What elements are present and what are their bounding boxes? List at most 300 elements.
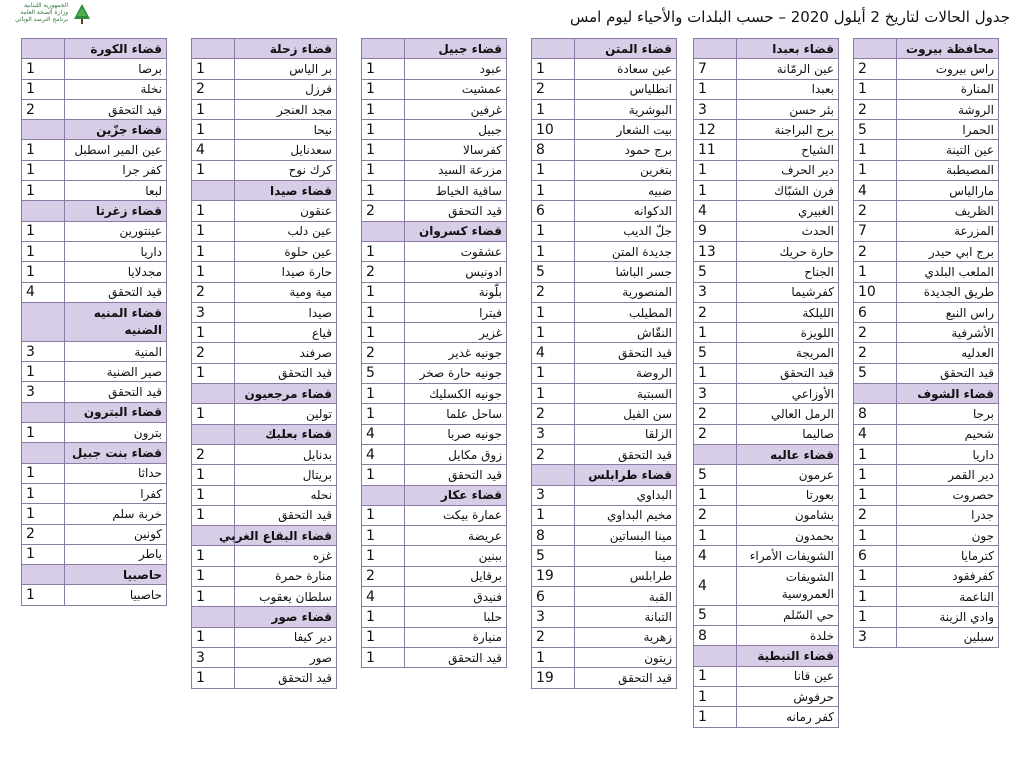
locality-name: برجا [897,404,999,424]
case-count: 6 [854,302,897,322]
district-header-blank [22,120,65,140]
locality-name: غزه [235,546,337,566]
table-row [362,363,507,383]
district-header-blank [192,424,235,444]
case-count: 1 [192,160,235,180]
table-row [532,181,677,201]
table-row [362,566,507,586]
case-count: 1 [854,160,897,180]
case-count: 1 [22,504,65,524]
district-header-blank [192,384,235,404]
case-count: 6 [532,587,575,607]
table-row [854,485,999,505]
case-count: 1 [362,546,405,566]
locality-name: المطيلب [575,302,677,322]
table-row [532,343,677,363]
locality-name: زهرية [575,627,677,647]
table-row [694,181,839,201]
table-row [362,444,507,464]
table-row [854,221,999,241]
table-row [22,160,167,180]
table-row [22,504,167,524]
locality-name: بحمدون [737,526,839,546]
case-count: 13 [694,241,737,261]
table-row [192,79,337,99]
table-row [854,262,999,282]
table-row [854,627,999,647]
locality-name: حاصبيا [65,585,167,605]
locality-name: الليلكة [737,302,839,322]
locality-name: لبعا [65,181,167,201]
case-count: 1 [362,505,405,525]
district-header-blank [854,384,897,404]
case-count: 1 [854,566,897,586]
case-count: 5 [694,262,737,282]
table-row [362,647,507,667]
locality-name: عشقوت [405,241,507,261]
logo-line-2: وزارة الصحة العامة [20,9,68,16]
locality-name: حي السّلم [737,605,839,625]
locality-name: سبلين [897,627,999,647]
locality-name: الملعب البلدي [897,262,999,282]
district-header-blank [362,221,405,241]
case-count: 2 [694,505,737,525]
case-count: 1 [192,485,235,505]
locality-name: حرفوش [737,686,839,706]
district-name: محافظة بيروت [897,39,999,59]
case-count: 4 [532,343,575,363]
table-row [532,587,677,607]
table-row [362,241,507,261]
case-count: 7 [854,221,897,241]
district-header-blank [694,444,737,464]
district-header-row [192,424,337,444]
locality-name: فنيدق [405,587,507,607]
locality-name: عين سعادة [575,59,677,79]
table-row [362,282,507,302]
locality-name: فيترا [405,302,507,322]
case-count: 1 [192,363,235,383]
table-row [532,647,677,667]
locality-name: مارالياس [897,181,999,201]
case-count: 1 [22,585,65,605]
district-header-row [694,646,839,666]
locality-name: منارة حمرة [235,566,337,586]
table-row [694,465,839,485]
case-count: 4 [694,566,737,605]
locality-name: الحدث [737,221,839,241]
case-count: 1 [854,444,897,464]
locality-name: صير الضنية [65,362,167,382]
table-row [532,140,677,160]
case-count: 2 [854,323,897,343]
locality-name: صاليما [737,424,839,444]
case-count: 4 [694,546,737,566]
locality-name: وادي الزينة [897,607,999,627]
locality-name: قيد التحقق [575,668,677,688]
locality-name: راس بيروت [897,59,999,79]
district-name: قضاء بعلبك [235,424,337,444]
district-name: قضاء عكار [405,485,507,505]
table-row [362,343,507,363]
locality-name: البداوي [575,485,677,505]
district-header-row [362,485,507,505]
case-count: 1 [532,181,575,201]
locality-name: جون [897,526,999,546]
district-header-blank [192,607,235,627]
locality-name: داريا [65,241,167,261]
case-count: 1 [192,201,235,221]
locality-name: المريجة [737,343,839,363]
locality-name: طرابلس [575,566,677,586]
district-name: قضاء البترون [65,402,167,422]
table-row [192,647,337,667]
case-count: 1 [22,181,65,201]
case-count: 3 [22,341,65,361]
case-count: 1 [532,647,575,667]
case-count: 1 [854,587,897,607]
case-count: 1 [694,160,737,180]
locality-name: الروضة [575,363,677,383]
case-count: 4 [854,424,897,444]
locality-name: القبة [575,587,677,607]
table-row [22,565,167,585]
locality-name: حارة صيدا [235,262,337,282]
table-row [854,59,999,79]
table-column-5 [191,38,337,689]
district-header-row [192,39,337,59]
table-row [694,79,839,99]
table-row [362,59,507,79]
table-row [362,120,507,140]
district-header-row [532,465,677,485]
locality-name: بريتال [235,465,337,485]
locality-name: الناعمة [897,587,999,607]
case-count: 1 [694,363,737,383]
district-header-blank [22,443,65,463]
case-count: 5 [854,363,897,383]
locality-name: غرفين [405,99,507,119]
table-row [694,59,839,79]
locality-name: قيد التحقق [65,282,167,302]
case-count: 1 [362,181,405,201]
locality-name: برقايل [405,566,507,586]
case-count: 1 [532,160,575,180]
table-row [532,424,677,444]
locality-name: الغبيري [737,201,839,221]
locality-name: عريضة [405,526,507,546]
table-row [532,668,677,688]
locality-name: جونيه الكسليك [405,384,507,404]
district-header-row [22,302,167,341]
table-row [22,524,167,544]
table-row [362,526,507,546]
district-name: قضاء صور [235,607,337,627]
table-row [854,323,999,343]
case-count: 1 [854,607,897,627]
locality-name: عمارة بيكت [405,505,507,525]
case-count: 2 [192,282,235,302]
locality-name: عين دلب [235,221,337,241]
case-count: 2 [192,343,235,363]
case-count: 5 [854,120,897,140]
locality-name: برصا [65,59,167,79]
case-count: 1 [22,483,65,503]
case-count: 2 [854,241,897,261]
table-row [694,526,839,546]
district-name: قضاء المنيه الضنيه [65,302,167,341]
case-count: 1 [532,99,575,119]
table-row [192,282,337,302]
table-row [532,262,677,282]
district-name: قضاء زحلة [235,39,337,59]
locality-name: المنية [65,341,167,361]
table-row [192,363,337,383]
case-count: 3 [854,627,897,647]
table-row [532,201,677,221]
case-count: 1 [362,140,405,160]
district-name: قضاء كسروان [405,221,507,241]
table-row [192,343,337,363]
case-count: 1 [532,59,575,79]
locality-name: المنارة [897,79,999,99]
table-row [532,241,677,261]
table-row [854,120,999,140]
table-row [694,343,839,363]
table-column-1 [853,38,999,648]
table-row [192,323,337,343]
logo-line-3: برنامج الترصد الوبائي [14,16,68,23]
table-row [532,120,677,140]
case-count: 6 [854,546,897,566]
case-count: 2 [694,302,737,322]
locality-name: عين التينة [897,140,999,160]
case-count: 1 [22,79,65,99]
district-name: قضاء بنت جبيل [65,443,167,463]
district-name: قضاء الكورة [65,39,167,59]
case-count: 3 [532,607,575,627]
case-count: 7 [694,59,737,79]
district-header-blank [532,39,575,59]
table-row [532,546,677,566]
case-count: 1 [192,404,235,424]
case-count: 3 [694,282,737,302]
case-count: 1 [192,465,235,485]
locality-name: بلّونة [405,282,507,302]
locality-name: عين قانا [737,666,839,686]
table-row [694,140,839,160]
locality-name: غزير [405,323,507,343]
table-row [694,424,839,444]
case-count: 1 [362,99,405,119]
locality-name: مخيم البداوي [575,505,677,525]
locality-name: شحيم [897,424,999,444]
table-row [22,99,167,119]
district-header-blank [694,39,737,59]
case-count: 4 [362,424,405,444]
locality-name: عين حلوة [235,241,337,261]
locality-name: التبانة [575,607,677,627]
table-row [854,363,999,383]
table-row [22,585,167,605]
table-row [532,221,677,241]
case-count: 4 [22,282,65,302]
table-row [694,384,839,404]
locality-name: بشامون [737,505,839,525]
table-row [362,384,507,404]
case-count: 2 [362,343,405,363]
locality-name: انطلياس [575,79,677,99]
locality-name: خربة سلم [65,504,167,524]
table-row [694,323,839,343]
table-row [532,363,677,383]
case-count: 2 [694,424,737,444]
table-row [854,526,999,546]
table-row [362,465,507,485]
table-row [854,343,999,363]
case-count: 5 [694,343,737,363]
case-count: 1 [192,323,235,343]
case-count: 1 [694,323,737,343]
locality-name: عين الرمّانة [737,59,839,79]
table-row [192,546,337,566]
case-count: 1 [694,707,737,727]
locality-name: برج ابي حيدر [897,241,999,261]
case-count: 1 [22,241,65,261]
district-header-row [22,443,167,463]
case-count: 19 [532,668,575,688]
table-row [694,404,839,424]
case-count: 19 [532,566,575,586]
table-row [854,566,999,586]
district-header-blank [532,465,575,485]
table-row [192,465,337,485]
locality-name: خلدة [737,626,839,646]
table-row [694,626,839,646]
case-count: 1 [362,282,405,302]
table-row [854,181,999,201]
table-row [22,423,167,443]
case-count: 1 [694,526,737,546]
case-count: 5 [362,363,405,383]
district-header-blank [362,485,405,505]
locality-name: اللويزة [737,323,839,343]
table-row [192,201,337,221]
locality-name: الظريف [897,201,999,221]
locality-name: كترمايا [897,546,999,566]
table-row [854,424,999,444]
case-count: 1 [854,465,897,485]
table-row [362,607,507,627]
table-row [362,79,507,99]
table-row [694,99,839,119]
case-count: 2 [192,79,235,99]
district-header-row [362,221,507,241]
table-row [694,605,839,625]
locality-name: مجد العنجر [235,99,337,119]
table-row [854,282,999,302]
locality-name: بعبدا [737,79,839,99]
case-count: 4 [192,140,235,160]
case-count: 1 [362,404,405,424]
case-count: 1 [192,505,235,525]
locality-name: قيد التحقق [235,505,337,525]
case-count: 1 [192,262,235,282]
district-header-row [854,384,999,404]
locality-name: برج البراجنة [737,120,839,140]
locality-name: قياع [235,323,337,343]
table-row [192,99,337,119]
locality-name: زوق مكايل [405,444,507,464]
locality-name: جبيل [405,120,507,140]
locality-name: قيد التحقق [65,99,167,119]
table-row [532,505,677,525]
district-header-blank [192,181,235,201]
table-row [22,262,167,282]
case-count: 1 [22,221,65,241]
case-count: 6 [532,201,575,221]
case-count: 1 [362,160,405,180]
table-row [362,302,507,322]
case-count: 8 [854,404,897,424]
locality-name: ادونيس [405,262,507,282]
case-count: 12 [694,120,737,140]
locality-name: قيد التحقق [575,343,677,363]
table-row [22,140,167,160]
case-count: 2 [532,627,575,647]
locality-name: قيد التحقق [897,363,999,383]
case-count: 1 [694,181,737,201]
table-column-6 [21,38,167,606]
locality-name: جلّ الديب [575,221,677,241]
table-column-2 [693,38,839,728]
case-count: 1 [532,384,575,404]
table-row [532,444,677,464]
table-row [532,160,677,180]
district-header-blank [854,39,897,59]
case-count: 2 [694,404,737,424]
table-row [854,505,999,525]
table-row [22,483,167,503]
locality-name: سن الفيل [575,404,677,424]
case-count: 1 [22,262,65,282]
table-column-4 [361,38,507,668]
locality-name: سلطان يعقوب [235,587,337,607]
case-count: 1 [22,423,65,443]
locality-name: نخلة [65,79,167,99]
table-row [532,323,677,343]
locality-name: قيد التحقق [737,363,839,383]
table-row [532,627,677,647]
locality-name: زيتون [575,647,677,667]
locality-name: عينتورين [65,221,167,241]
case-count: 4 [854,181,897,201]
table-row [532,526,677,546]
table-row [362,627,507,647]
case-count: 1 [854,526,897,546]
case-count: 1 [532,241,575,261]
table-row [854,201,999,221]
locality-name: الشويفات العمروسية [737,566,839,605]
case-count: 1 [22,160,65,180]
locality-name: بعورتا [737,485,839,505]
table-row [22,544,167,564]
district-name: قضاء جزّين [65,120,167,140]
table-row [532,59,677,79]
table-row [192,505,337,525]
table-row [532,302,677,322]
locality-name: ياطر [65,544,167,564]
